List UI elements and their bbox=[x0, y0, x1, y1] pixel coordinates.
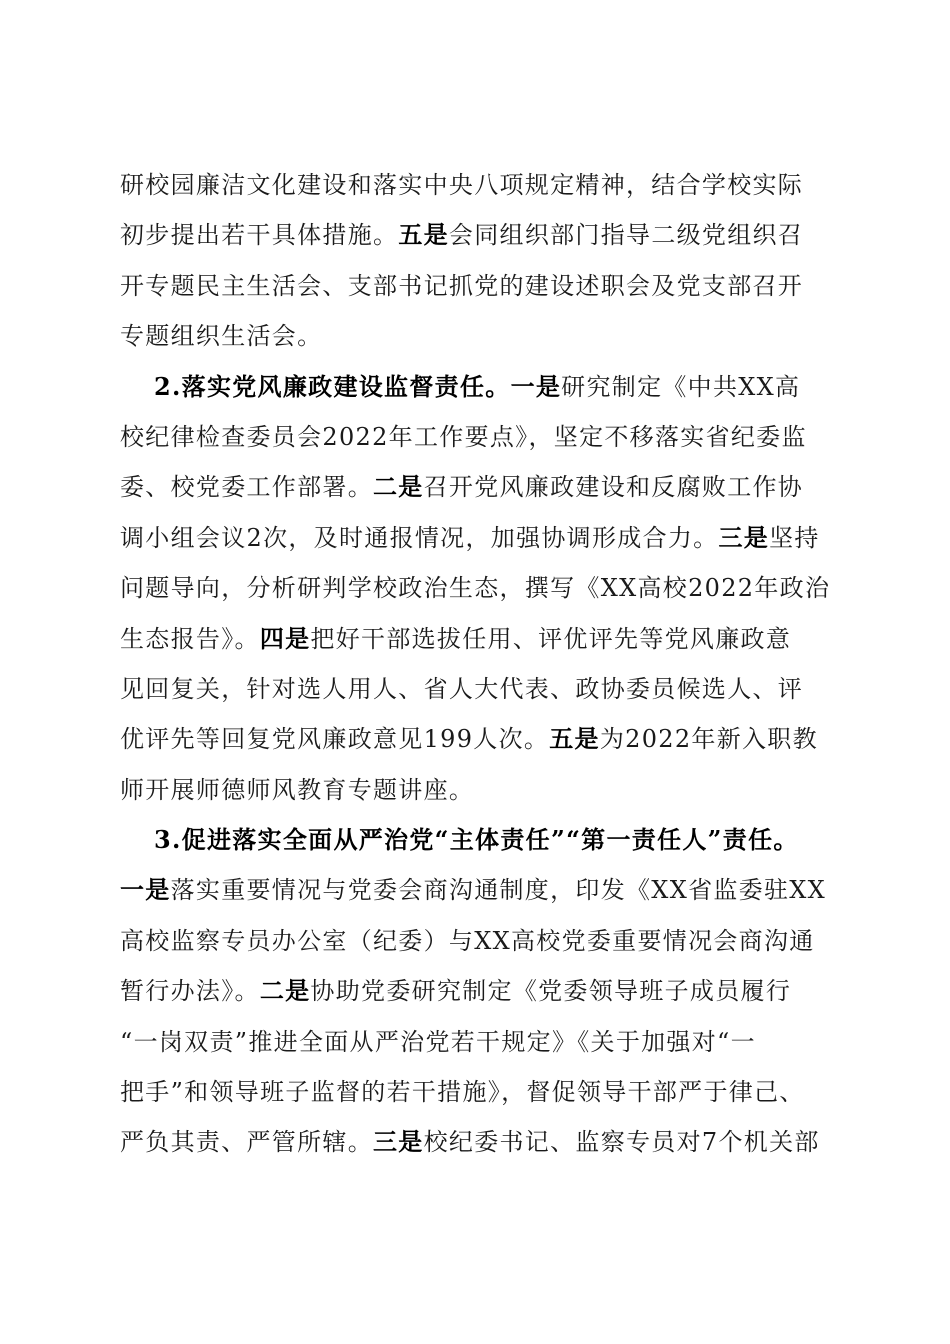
bold-text-segment: 二是 bbox=[259, 976, 311, 1006]
text-line bbox=[120, 311, 832, 361]
text-segment: 把手”和领导班子监督的若干措施》，督促领导干部严于律己、 bbox=[120, 1078, 805, 1107]
text-segment: 专题组织生活会。 bbox=[120, 322, 323, 351]
text-segment: 研究制定《中共XX高 bbox=[561, 372, 801, 401]
text-segment: 初步提出若干具体措施。 bbox=[120, 221, 399, 250]
text-segment: 会同组织部门指导二级党组织召 bbox=[448, 221, 804, 250]
text-line bbox=[120, 160, 832, 210]
text-segment: 校纪委书记、监察专员对7个机关部 bbox=[423, 1128, 820, 1157]
text-line bbox=[120, 714, 832, 764]
text-segment: 严负其责、严管所辖。 bbox=[120, 1128, 373, 1157]
text-line bbox=[120, 1017, 832, 1067]
text-segment: 问题导向，分析研判学校政治生态，撰写《XX高校2022年政治 bbox=[120, 574, 831, 603]
text-segment: 研校园廉洁文化建设和落实中央八项规定精神，结合学校实际 bbox=[120, 171, 804, 199]
text-segment: 坚持 bbox=[769, 523, 820, 552]
text-line bbox=[120, 1067, 832, 1117]
bold-text-segment: 一是 bbox=[510, 371, 562, 401]
text-line bbox=[120, 462, 832, 512]
text-line bbox=[120, 513, 832, 563]
text-segment: 调小组会议2次，及时通报情况，加强协调形成合力。 bbox=[120, 523, 719, 552]
text-line bbox=[120, 563, 832, 613]
text-line bbox=[120, 765, 832, 815]
text-segment: 为2022年新入职教 bbox=[599, 725, 818, 754]
text-line bbox=[120, 865, 832, 915]
text-segment: 生态报告》。 bbox=[120, 624, 260, 653]
text-segment: 校纪律检查委员会2022年工作要点》，坚定不移落实省纪委监 bbox=[120, 422, 807, 451]
text-segment: 开专题民主生活会、支部书记抓党的建设述职会及党支部召开 bbox=[120, 271, 804, 300]
text-segment: 委、校党委工作部署。 bbox=[120, 473, 373, 502]
text-line bbox=[120, 664, 832, 714]
text-line bbox=[120, 916, 832, 966]
text-line bbox=[120, 1117, 832, 1167]
bold-text-segment: 四是 bbox=[259, 623, 311, 653]
text-line bbox=[120, 362, 832, 412]
bold-text-segment: 三是 bbox=[373, 1127, 424, 1157]
text-segment: “一岗双责”推进全面从严治党若干规定》《关于加强对“一 bbox=[120, 1027, 756, 1056]
document-body-text bbox=[120, 160, 832, 1168]
text-segment: 见回复关，针对选人用人、省人大代表、政协委员候选人、评 bbox=[120, 674, 804, 703]
text-line bbox=[120, 261, 832, 311]
text-line bbox=[120, 614, 832, 664]
text-segment: 暂行办法》。 bbox=[120, 977, 260, 1006]
text-segment: 召开党风廉政建设和反腐败工作协 bbox=[423, 473, 804, 502]
bold-text-segment: 一是 bbox=[120, 875, 171, 905]
bold-text-segment: 五是 bbox=[549, 724, 600, 754]
text-segment: 把好干部选拔任用、评优评先等党风廉政意 bbox=[310, 624, 792, 653]
text-segment: 协助党委研究制定《党委领导班子成员履行 bbox=[310, 977, 792, 1006]
bold-text-segment: 三是 bbox=[718, 522, 770, 552]
bold-text-segment: 二是 bbox=[373, 472, 424, 502]
text-segment: 师开展师德师风教育专题讲座。 bbox=[120, 775, 475, 804]
text-line bbox=[120, 966, 832, 1016]
text-segment: 高校监察专员办公室（纪委）与XX高校党委重要情况会商沟通 bbox=[120, 926, 815, 955]
text-segment: 落实重要情况与党委会商沟通制度，印发《XX省监委驻XX bbox=[170, 876, 827, 905]
text-line bbox=[120, 815, 832, 865]
text-line bbox=[120, 210, 832, 260]
bold-text-segment: 2.落实党风廉政建设监督责任。 bbox=[154, 371, 511, 401]
text-line bbox=[120, 412, 832, 462]
bold-text-segment: 3.促进落实全面从严治党“主体责任”“第一责任人”责任。 bbox=[154, 825, 799, 855]
text-segment: 优评先等回复党风廉政意见199人次。 bbox=[120, 725, 550, 754]
bold-text-segment: 五是 bbox=[398, 220, 449, 250]
